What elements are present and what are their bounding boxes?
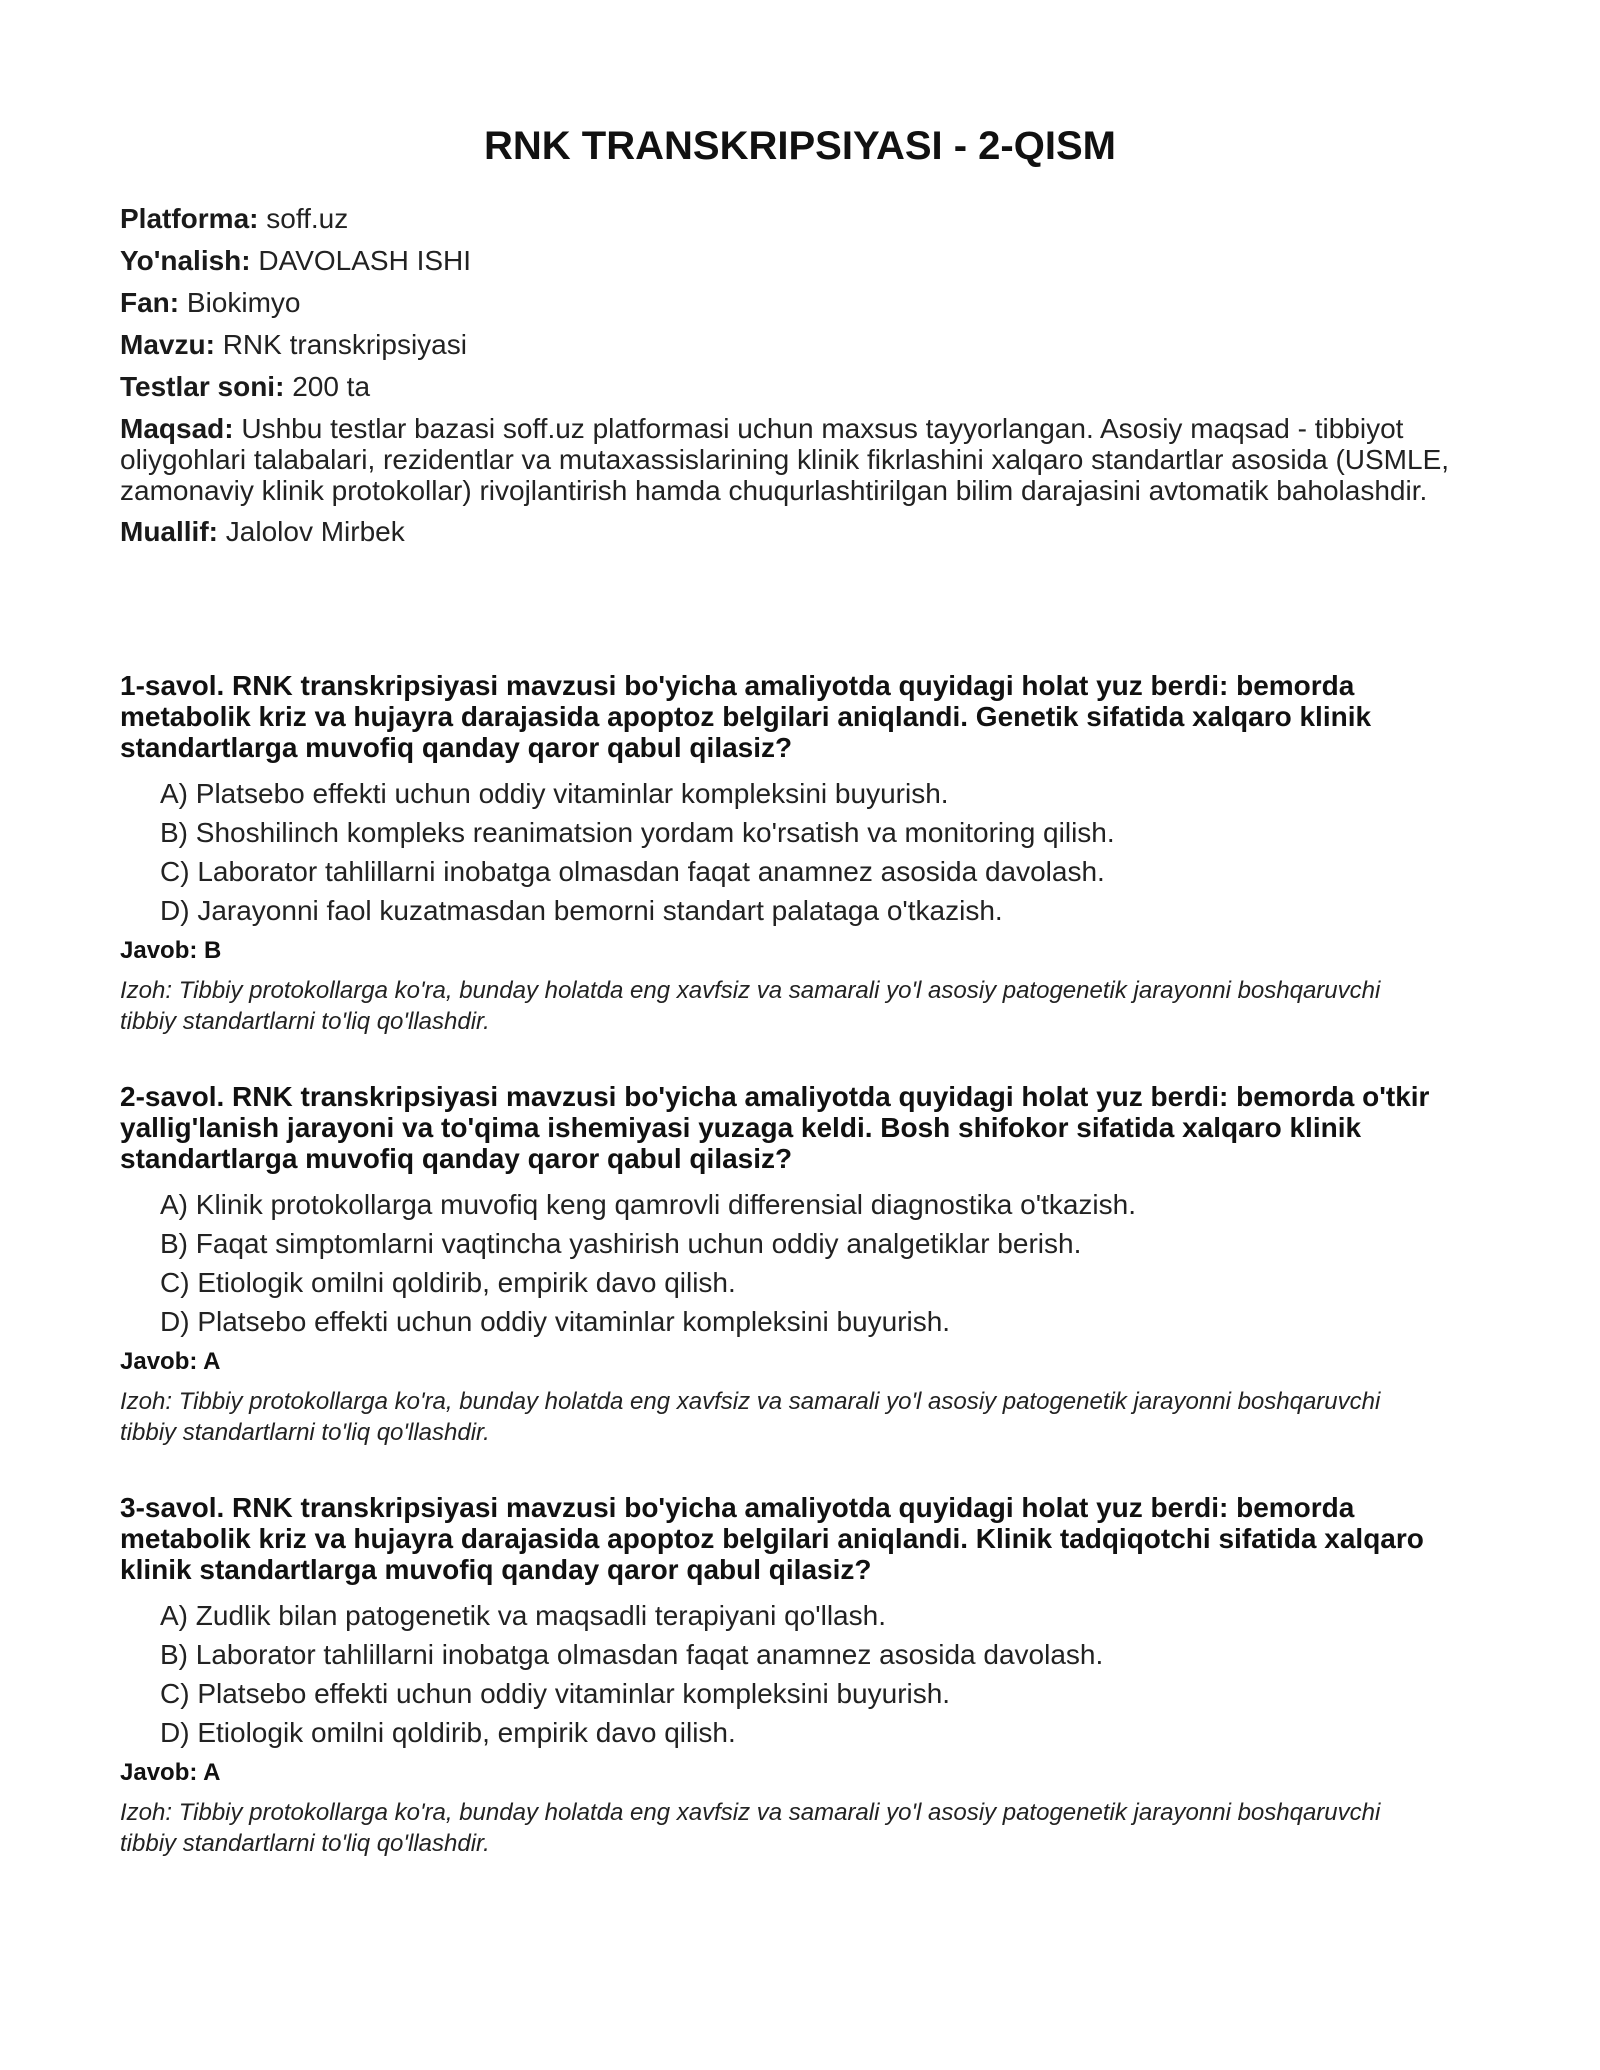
option-a: A) Klinik protokollarga muvofiq keng qamrovli differensial diagnostika o'tkazish.: [160, 1189, 1136, 1220]
question-block: [120, 1492, 1490, 1859]
meta-value: soff.uz: [266, 203, 349, 234]
option-d: D) Jarayonni faol kuzatmasdan bemorni standart palataga o'tkazish.: [160, 895, 1003, 926]
meta-value: Biokimyo: [186, 287, 301, 318]
meta-test-count: [120, 371, 1480, 403]
answer: Javob: B: [120, 937, 222, 964]
question-text: 3-savol. RNK transkripsiyasi mavzusi bo'yicha amaliyotda quyidagi holat yuz berdi: bemorda metabolik kriz va hujayra darajasida apoptoz belgilari aniqlandi. Klinik tadqiqotchi sifatida xalqaro klinik standartlarga muvofiq qanday qaror qabul qilasiz?: [120, 1492, 1424, 1585]
question-block: [120, 1081, 1490, 1448]
option-c: C) Laborator tahlillarni inobatga olmasdan faqat anamnez asosida davolash.: [160, 856, 1105, 887]
explanation: Izoh: Tibbiy protokollarga ko'ra, bunday holatda eng xavfsiz va samarali yo'l asosiy patogenetik jarayonni boshqaruvchi tibbiy standartlarni to'liq qo'llashdir.: [120, 1799, 1381, 1857]
option-a: A) Platsebo effekti uchun oddiy vitaminlar kompleksini buyurish.: [160, 778, 949, 809]
meta-info: [120, 203, 1480, 558]
meta-value: RNK transkripsiyasi: [222, 329, 467, 360]
option-c: C) Platsebo effekti uchun oddiy vitaminlar kompleksini buyurish.: [160, 1678, 951, 1709]
answer: Javob: A: [120, 1348, 221, 1375]
meta-direction: [120, 245, 1480, 277]
meta-value: 200 ta: [292, 371, 371, 402]
option-b: B) Faqat simptomlarni vaqtincha yashirish uchun oddiy analgetiklar berish.: [160, 1228, 1082, 1259]
option-d: D) Etiologik omilni qoldirib, empirik davo qilish.: [160, 1717, 736, 1748]
question-text: 1-savol. RNK transkripsiyasi mavzusi bo'yicha amaliyotda quyidagi holat yuz berdi: bemorda metabolik kriz va hujayra darajasida apoptoz belgilari aniqlandi. Genetik sifatida xalqaro klinik standartlarga muvofiq qanday qaror qabul qilasiz?: [120, 670, 1372, 763]
question-text: 2-savol. RNK transkripsiyasi mavzusi bo'yicha amaliyotda quyidagi holat yuz berdi: bemorda o'tkir yallig'lanish jarayoni va to'qima ishemiyasi yuzaga keldi. Bosh shifokor sifatida xalqaro klinik standartlarga muvofiq qanday qaror qabul qilasiz?: [120, 1081, 1430, 1174]
option-list: [120, 1600, 1490, 1749]
explanation: Izoh: Tibbiy protokollarga ko'ra, bunday holatda eng xavfsiz va samarali yo'l asosiy patogenetik jarayonni boshqaruvchi tibbiy standartlarni to'liq qo'llashdir.: [120, 1388, 1381, 1446]
meta-goal: [120, 413, 1480, 506]
answer: Javob: A: [120, 1759, 221, 1786]
meta-value: DAVOLASH ISHI: [258, 245, 472, 276]
explanation: Izoh: Tibbiy protokollarga ko'ra, bunday holatda eng xavfsiz va samarali yo'l asosiy patogenetik jarayonni boshqaruvchi tibbiy standartlarni to'liq qo'llashdir.: [120, 977, 1381, 1035]
meta-label: Fan:: [120, 287, 180, 318]
option-list: [120, 778, 1490, 927]
question-list: [120, 670, 1490, 1903]
option-a: A) Zudlik bilan patogenetik va maqsadli terapiyani qo'llash.: [160, 1600, 886, 1631]
option-b: B) Laborator tahlillarni inobatga olmasdan faqat anamnez asosida davolash.: [160, 1639, 1104, 1670]
meta-label: Muallif:: [120, 516, 218, 547]
meta-label: Yo'nalish:: [120, 245, 251, 276]
page-title: RNK TRANSKRIPSIYASI - 2-QISM: [484, 124, 1116, 168]
question-block: [120, 670, 1490, 1037]
meta-label: Platforma:: [120, 203, 259, 234]
option-b: B) Shoshilinch kompleks reanimatsion yordam ko'rsatish va monitoring qilish.: [160, 817, 1115, 848]
meta-subject: [120, 287, 1480, 319]
meta-topic: [120, 329, 1480, 361]
meta-label: Maqsad:: [120, 413, 234, 444]
meta-value: Ushbu testlar bazasi soff.uz platformasi uchun maxsus tayyorlangan. Asosiy maqsad - tibbiyot oliygohlari talabalari, rezidentlar va mutaxassislarining klinik fikrlashini xalqaro standartlar asosida (USMLE, zamonaviy klinik protokollar) rivojlantirish hamda chuqurlashtirilgan bilim darajasini avtomatik baholashdir.: [120, 413, 1450, 506]
meta-author: [120, 516, 1480, 548]
meta-label: Mavzu:: [120, 329, 215, 360]
meta-value: Jalolov Mirbek: [225, 516, 405, 547]
option-list: [120, 1189, 1490, 1338]
option-c: C) Etiologik omilni qoldirib, empirik davo qilish.: [160, 1267, 736, 1298]
option-d: D) Platsebo effekti uchun oddiy vitaminlar kompleksini buyurish.: [160, 1306, 951, 1337]
meta-label: Testlar soni:: [120, 371, 285, 402]
meta-platform: [120, 203, 1480, 235]
